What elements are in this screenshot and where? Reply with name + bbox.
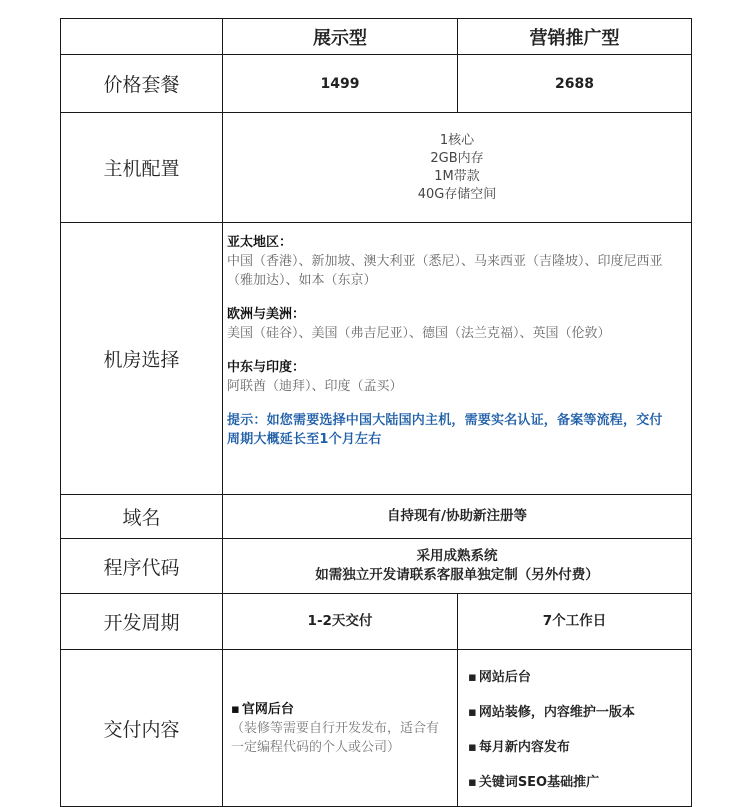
host-row bbox=[61, 113, 692, 223]
price-row bbox=[61, 55, 692, 113]
region-name: 欧洲与美洲： bbox=[227, 307, 306, 322]
price-marketing: 2688 bbox=[458, 55, 692, 113]
region-name: 中东与印度： bbox=[227, 360, 306, 375]
header-row bbox=[61, 19, 692, 55]
bullet-icon: ▪ bbox=[468, 740, 477, 755]
spec-bandwidth: 1M带款 bbox=[434, 168, 480, 184]
region-block bbox=[227, 305, 671, 343]
header-marketing: 营销推广型 bbox=[458, 19, 692, 55]
delivery-item: ▪ 关键词SEO基础推广 bbox=[468, 775, 600, 790]
host-label: 主机配置 bbox=[61, 113, 223, 223]
spec-cpu: 1核心 bbox=[439, 132, 475, 148]
header-showcase: 展示型 bbox=[223, 19, 458, 55]
region-block bbox=[227, 358, 671, 396]
period-row bbox=[61, 594, 692, 650]
period-marketing: 7个工作日 bbox=[458, 594, 692, 650]
bullet-icon: ▪ bbox=[468, 705, 477, 720]
delivery-item: ▪ 网站后台 bbox=[468, 670, 531, 685]
header-empty-cell bbox=[61, 19, 223, 55]
region-cities: 中国（香港）、新加坡、澳大利亚（悉尼）、马来西亚（吉隆坡）、印度尼西亚（雅加达）、如本（东京） bbox=[227, 254, 663, 288]
period-label: 开发周期 bbox=[61, 594, 223, 650]
datacenter-label: 机房选择 bbox=[61, 223, 223, 495]
domain-row bbox=[61, 495, 692, 539]
delivery-item: ▪ 官网后台 bbox=[231, 701, 294, 717]
region-cities: 阿联酋（迪拜）、印度（孟买） bbox=[227, 379, 403, 394]
program-line-1: 采用成熟系统 bbox=[416, 548, 498, 564]
delivery-row bbox=[61, 650, 692, 807]
delivery-marketing bbox=[458, 650, 692, 807]
bullet-icon: ▪ bbox=[468, 775, 477, 790]
region-cities: 美国（硅谷）、美国（弗吉尼亚）、德国（法兰克福）、英国（伦敦） bbox=[227, 326, 611, 341]
program-row bbox=[61, 539, 692, 594]
period-showcase: 1-2天交付 bbox=[223, 594, 458, 650]
datacenter-options bbox=[223, 223, 692, 495]
spec-storage: 40G存储空间 bbox=[417, 186, 497, 202]
china-mainland-note: 提示：如您需要选择中国大陆国内主机，需要实名认证，备案等流程，交付周期大概延长至1个月左右 bbox=[227, 413, 663, 447]
bullet-icon: ▪ bbox=[231, 701, 240, 717]
price-showcase: 1499 bbox=[223, 55, 458, 113]
region-block bbox=[227, 233, 671, 290]
host-specs bbox=[223, 113, 692, 223]
program-label: 程序代码 bbox=[61, 539, 223, 594]
domain-label: 域名 bbox=[61, 495, 223, 539]
program-line-2: 如需独立开发请联系客服单独定制（另外付费） bbox=[315, 567, 599, 583]
domain-value: 自持现有/协助新注册等 bbox=[223, 495, 692, 539]
bullet-icon: ▪ bbox=[468, 670, 477, 685]
program-value bbox=[223, 539, 692, 594]
price-label: 价格套餐 bbox=[61, 55, 223, 113]
delivery-note: （装修等需要自行开发发布，适合有一定编程代码的个人或公司） bbox=[231, 720, 440, 755]
delivery-showcase bbox=[223, 650, 458, 807]
region-name: 亚太地区： bbox=[227, 235, 293, 250]
delivery-item: ▪ 网站装修，内容维护一版本 bbox=[468, 705, 635, 720]
delivery-item: ▪ 每月新内容发布 bbox=[468, 740, 570, 755]
spec-memory: 2GB内存 bbox=[430, 150, 484, 166]
delivery-label: 交付内容 bbox=[61, 650, 223, 807]
pricing-table bbox=[60, 18, 692, 807]
datacenter-row bbox=[61, 223, 692, 495]
